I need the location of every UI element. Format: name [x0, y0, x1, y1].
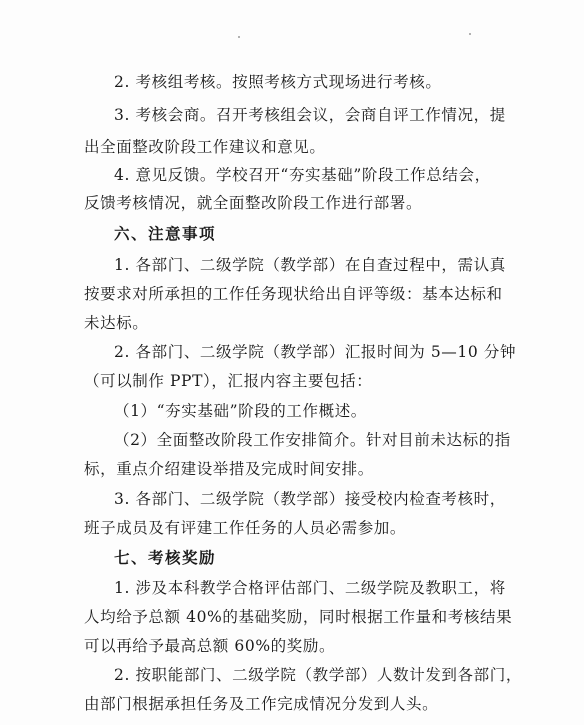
paragraph-line: 3. 考核会商。召开考核组会议，会商自评工作情况，提	[114, 106, 506, 124]
scan-speck	[469, 33, 471, 35]
paragraph-line: 出全面整改阶段工作建议和意见。	[84, 138, 326, 156]
paragraph-line: 班子成员及有评建工作任务的人员必需参加。	[84, 519, 407, 537]
paragraph-line: 未达标。	[84, 314, 149, 332]
scan-speck	[238, 36, 240, 38]
paragraph-line: 可以再给予最高总额 60%的奖励。	[84, 637, 336, 655]
paragraph-line: 按要求对所承担的工作任务现状给出自评等级：基本达标和	[84, 285, 503, 303]
paragraph-line: （1）“夯实基础”阶段的工作概述。	[114, 402, 367, 420]
paragraph-line: 人均给予总额 40%的基础奖励，同时根据工作量和考核结果	[84, 608, 513, 626]
paragraph-line: 标，重点介绍建设举措及完成时间安排。	[84, 460, 374, 478]
paragraph-line: 反馈考核情况，就全面整改阶段工作进行部署。	[84, 194, 423, 212]
paragraph-line: 1. 涉及本科教学合格评估部门、二级学院及教职工，将	[114, 579, 506, 597]
paragraph-line: 1. 各部门、二级学院（教学部）在自查过程中，需认真	[114, 256, 506, 274]
paragraph-line: 4. 意见反馈。学校召开“夯实基础”阶段工作总结会，	[114, 166, 491, 184]
paragraph-line: 2. 各部门、二级学院（教学部）汇报时间为 5—10 分钟	[114, 343, 517, 361]
paragraph-line: （可以制作 PPT），汇报内容主要包括：	[84, 372, 373, 390]
section-heading: 六、注意事项	[114, 225, 217, 243]
paragraph-line: 由部门根据承担任务及工作完成情况分发到人头。	[84, 695, 439, 713]
paragraph-line: （2）全面整改阶段工作安排简介。针对目前未达标的指	[114, 431, 511, 449]
section-heading: 七、考核奖励	[114, 549, 217, 567]
paragraph-line: 2. 按职能部门、二级学院（教学部）人数计发到各部门，	[114, 666, 522, 684]
paragraph-line: 3. 各部门、二级学院（教学部）接受校内检查考核时，	[114, 490, 506, 508]
paragraph-line: 2. 考核组考核。按照考核方式现场进行考核。	[114, 73, 442, 91]
